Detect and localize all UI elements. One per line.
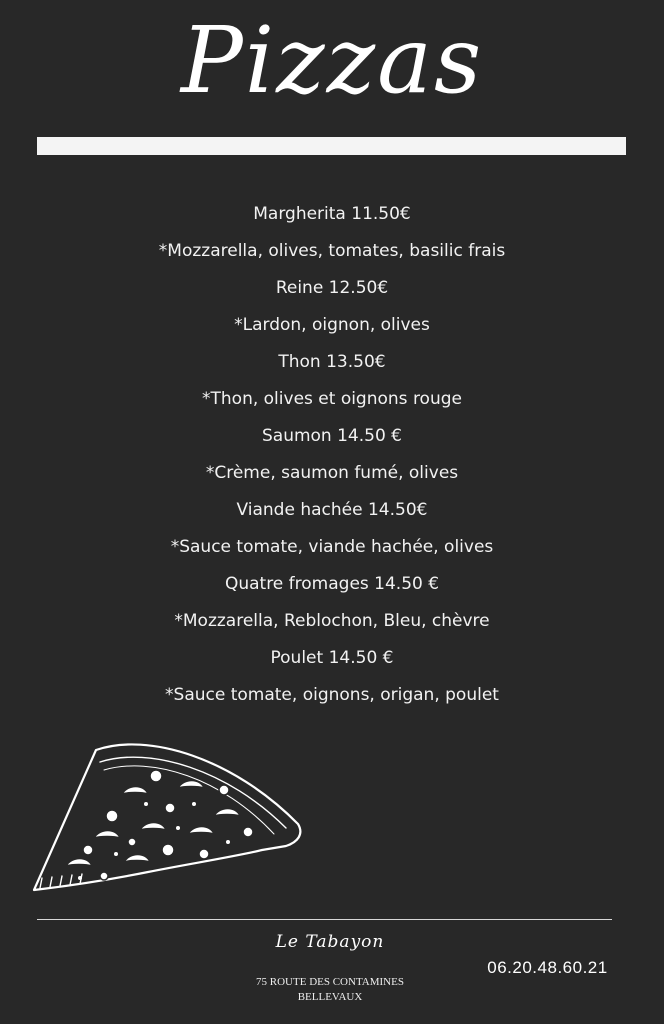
page-title: Pizzas <box>180 7 484 114</box>
menu-item-description: *Thon, olives et oignons rouge <box>202 389 462 409</box>
brand-signature: Le Tabayon <box>275 932 385 952</box>
title-bar <box>37 137 626 155</box>
menu-item: Viande hachée 14.50€ <box>236 500 428 520</box>
menu-item: Margherita 11.50€ <box>253 204 411 224</box>
phone-number: 06.20.48.60.21 <box>487 958 608 977</box>
menu-item: Saumon 14.50 € <box>261 426 402 446</box>
menu-item-description: *Sauce tomate, viande hachée, olives <box>170 537 494 557</box>
menu-item: Thon 13.50€ <box>278 352 386 372</box>
menu-item: Poulet 14.50 € <box>270 648 394 668</box>
footer-divider <box>37 919 612 920</box>
address-line-1: 75 ROUTE DES CONTAMINES <box>256 976 404 988</box>
menu-item-description: *Crème, saumon fumé, olives <box>205 463 459 483</box>
menu-item-description: *Sauce tomate, oignons, origan, poulet <box>165 685 499 705</box>
pizza-slice-icon <box>28 738 308 900</box>
menu-item: Quatre fromages 14.50 € <box>224 574 440 594</box>
menu-item-description: *Lardon, oignon, olives <box>234 315 430 335</box>
menu-item-description: *Mozzarella, Reblochon, Bleu, chèvre <box>174 611 490 631</box>
pizza-menu <box>0 196 664 714</box>
menu-item: Reine 12.50€ <box>275 278 389 298</box>
menu-item-description: *Mozzarella, olives, tomates, basilic frais <box>158 241 506 261</box>
address-line-2: BELLEVAUX <box>297 991 363 1003</box>
address <box>200 975 460 1005</box>
